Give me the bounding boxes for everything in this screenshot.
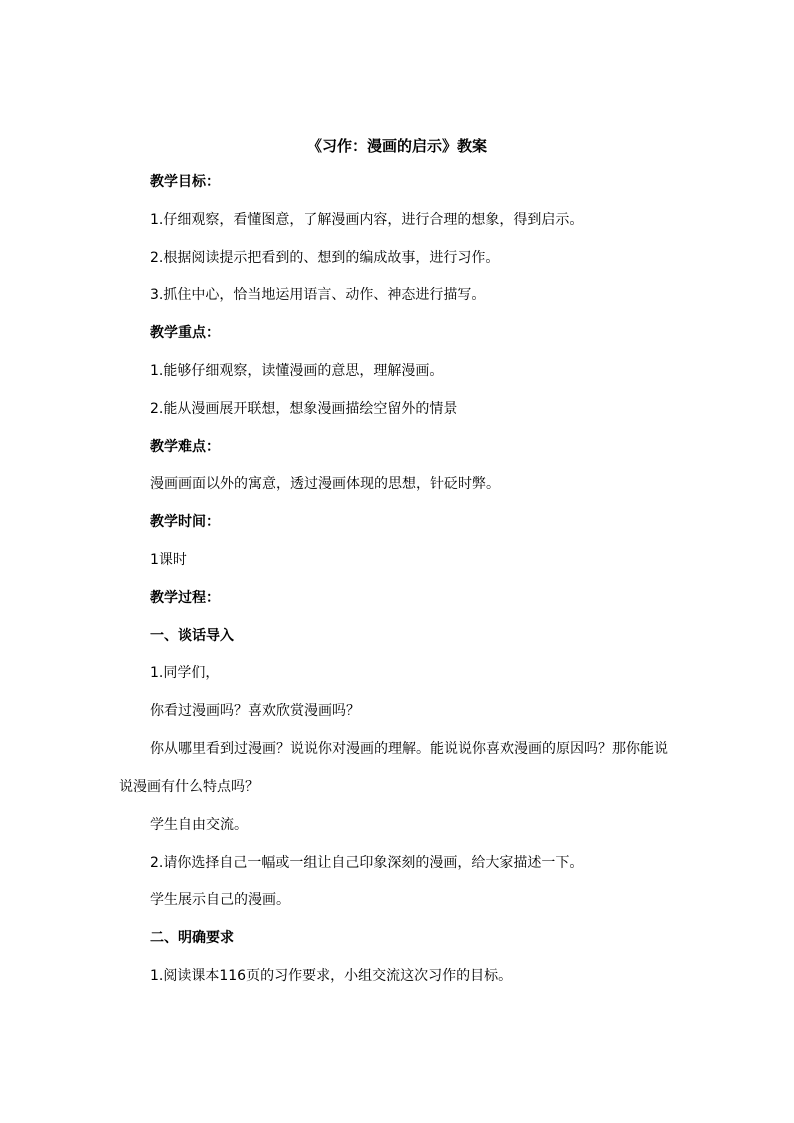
intro-paragraph-1: 1.同学们， bbox=[150, 665, 220, 682]
document-title: 《习作：漫画的启示》教案 bbox=[306, 137, 487, 155]
difficulty-text: 漫画画面以外的寓意，透过漫画体现的思想，针砭时弊。 bbox=[150, 476, 500, 493]
objective-item-3: 3.抓住中心，恰当地运用语言、动作、神态进行描写。 bbox=[150, 287, 486, 304]
document-body bbox=[119, 172, 679, 1004]
section-heading-objectives: 教学目标： bbox=[150, 174, 220, 190]
intro-paragraph-6: 学生展示自己的漫画。 bbox=[150, 892, 290, 909]
intro-paragraph-2: 你看过漫画吗？喜欢欣赏漫画吗？ bbox=[150, 703, 360, 720]
section-heading-difficulties: 教学难点： bbox=[150, 438, 220, 455]
section-heading-key-points: 教学重点： bbox=[150, 325, 220, 342]
requirements-paragraph-1: 1.阅读课本116页的习作要求，小组交流这次习作的目标。 bbox=[150, 967, 513, 984]
subsection-heading-intro: 一、谈话导入 bbox=[150, 627, 234, 644]
section-heading-process: 教学过程： bbox=[150, 589, 220, 606]
objective-item-2: 2.根据阅读提示把看到的、想到的编成故事，进行习作。 bbox=[150, 249, 500, 266]
time-text: 1课时 bbox=[150, 551, 187, 568]
key-point-item-2: 2.能从漫画展开联想，想象漫画描绘空留外的情景 bbox=[150, 400, 458, 417]
intro-paragraph-4: 学生自由交流。 bbox=[150, 816, 248, 833]
section-heading-time: 教学时间： bbox=[150, 514, 220, 531]
intro-paragraph-3: 你从哪里看到过漫画？说说你对漫画的理解。能说说你喜欢漫画的原因吗？那你能说说漫画有什么特点吗？ bbox=[119, 740, 668, 795]
key-point-item-1: 1.能够仔细观察，读懂漫画的意思，理解漫画。 bbox=[150, 362, 444, 379]
intro-paragraph-5: 2.请你选择自己一幅或一组让自己印象深刻的漫画，给大家描述一下。 bbox=[150, 854, 584, 871]
subsection-heading-requirements: 二、明确要求 bbox=[150, 930, 234, 947]
objective-item-1: 1.仔细观察，看懂图意，了解漫画内容，进行合理的想象，得到启示。 bbox=[150, 211, 584, 228]
